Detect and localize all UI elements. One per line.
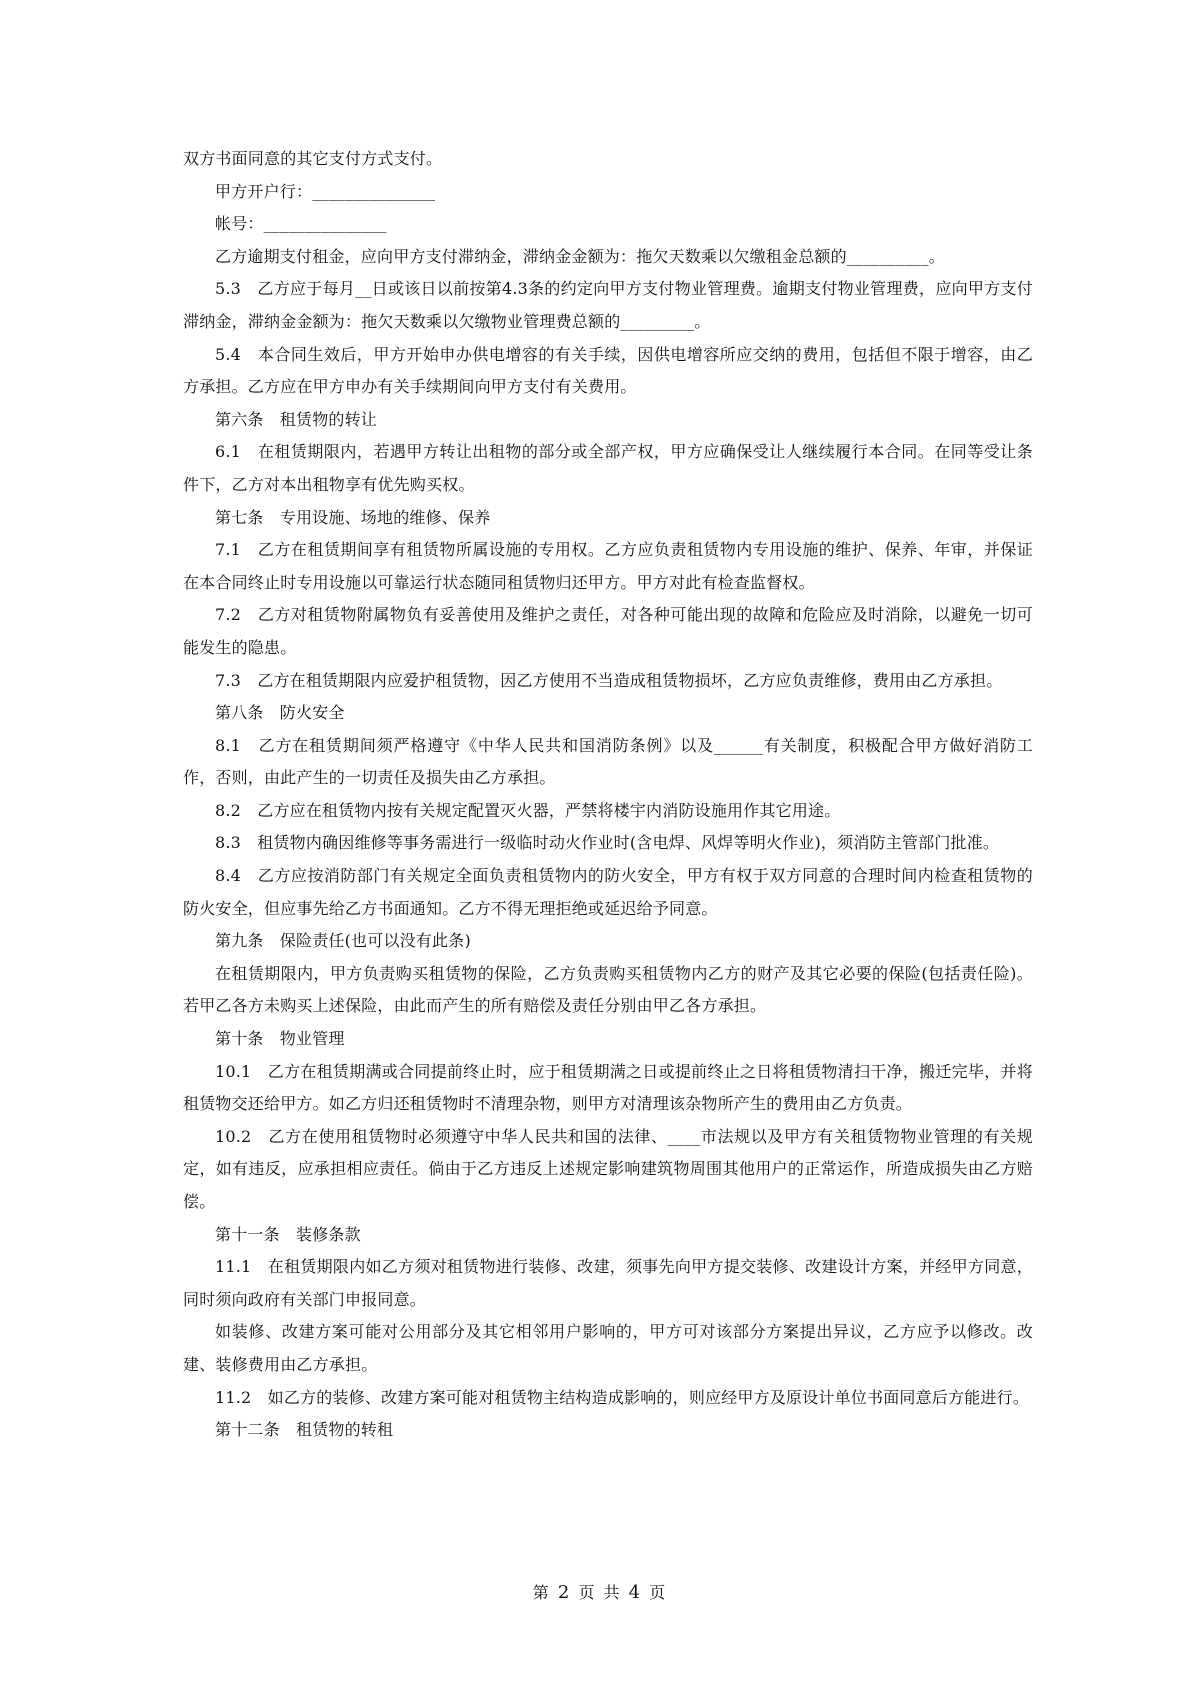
- article-10-heading: 第十条 物业管理: [215, 1029, 345, 1049]
- clause-8-2: 8.2 乙方应在租赁物内按有关规定配置灭火器，严禁将楼宇内消防设施用作其它用途。: [215, 800, 841, 820]
- article-11-heading: 第十一条 装修条款: [215, 1224, 361, 1244]
- article-7-heading: 第七条 专用设施、场地的维修、保养: [215, 507, 491, 527]
- article-6-heading: 第六条 租赁物的转让: [215, 409, 378, 429]
- paragraph-renovation-objection: 如装修、改建方案可能对公用部分及其它相邻用户影响的，甲方可对该部分方案提出异议，乙方应予以修改。改建、装修费用由乙方承担。: [183, 1322, 1033, 1374]
- clause-5-3: 5.3 乙方应于每月__日或该日以前按第4.3条的约定向甲方支付物业管理费。逾期支付物业管理费，应向甲方支付滞纳金，滞纳金金额为：拖欠天数乘以欠缴物业管理费总额的_________。: [183, 279, 1033, 331]
- clause-8-3: 8.3 租赁物内确因维修等事务需进行一级临时动火作业时(含电焊、风焊等明火作业)，须消防主管部门批准。: [215, 833, 1000, 853]
- article-8-heading: 第八条 防火安全: [215, 703, 345, 723]
- paragraph-insurance: 在租赁期限内，甲方负责购买租赁物的保险，乙方负责购买租赁物内乙方的财产及其它必要的保险(包括责任险)。若甲乙各方未购买上述保险，由此而产生的所有赔偿及责任分别由甲乙各方承担。: [183, 963, 1033, 1016]
- clause-5-4: 5.4 本合同生效后，甲方开始申办供电增容的有关手续，因供电增容所应交纳的费用，包括但不限于增容，由乙方承担。乙方应在甲方申办有关手续期间向甲方支付有关费用。: [183, 344, 1033, 397]
- clause-11-2: 11.2 如乙方的装修、改建方案可能对租赁物主结构造成影响的，则应经甲方及原设计单位书面同意后方能进行。: [215, 1387, 1030, 1407]
- clause-7-2: 7.2 乙方对租赁物附属物负有妥善使用及维护之责任，对各种可能出现的故障和危险应及时消除，以避免一切可能发生的隐患。: [183, 605, 1033, 657]
- footer-middle: 页 共: [578, 1583, 622, 1602]
- paragraph-late-rent: 乙方逾期支付租金，应向甲方支付滞纳金，滞纳金金额为：拖欠天数乘以欠缴租金总额的__________。: [215, 246, 946, 266]
- page-footer: [0, 1580, 1200, 1603]
- clause-10-1: 10.1 乙方在租赁期满或合同提前终止时，应于租赁期满之日或提前终止之日将租赁物清扫干净，搬迁完毕，并将租赁物交还给甲方。如乙方归还租赁物时不清理杂物，则甲方对清理该杂物所产生的费用由乙方负责。: [183, 1061, 1033, 1114]
- document-body: [183, 143, 1033, 1447]
- footer-prefix: 第: [532, 1583, 551, 1602]
- paragraph-bank: 甲方开户行：_______________: [215, 181, 436, 201]
- article-9-heading: 第九条 保险责任(也可以没有此条): [215, 931, 471, 951]
- clause-6-1: 6.1 在租赁期限内，若遇甲方转让出租物的部分或全部产权，甲方应确保受让人继续履行本合同。在同等受让条件下，乙方对本出租物享有优先购买权。: [183, 442, 1033, 494]
- article-12-heading: 第十二条 租赁物的转租: [215, 1420, 394, 1440]
- clause-8-4: 8.4 乙方应按消防部门有关规定全面负责租赁物内的防火安全，甲方有权于双方同意的合理时间内检查租赁物的防火安全，但应事先给乙方书面通知。乙方不得无理拒绝或延迟给予同意。: [183, 866, 1033, 918]
- clause-11-1: 11.1 在租赁期限内如乙方须对租赁物进行装修、改建，须事先向甲方提交装修、改建设计方案，并经甲方同意，同时须向政府有关部门申报同意。: [183, 1257, 1033, 1309]
- page-total: 4: [628, 1582, 643, 1603]
- clause-10-2: 10.2 乙方在使用租赁物时必须遵守中华人民共和国的法律、____市法规以及甲方有关租赁物物业管理的有关规定，如有违反，应承担相应责任。倘由于乙方违反上述规定影响建筑物周围其他用户的正常运作，所造成损失由乙方赔偿。: [183, 1126, 1033, 1211]
- paragraph-account: 帐号：_______________: [215, 214, 387, 234]
- page-number: 2: [557, 1582, 572, 1603]
- clause-7-3: 7.3 乙方在租赁期限内应爱护租赁物，因乙方使用不当造成租赁物损坏，乙方应负责维修，费用由乙方承担。: [215, 670, 1003, 690]
- clause-8-1: 8.1 乙方在租赁期间须严格遵守《中华人民共和国消防条例》以及______有关制度，积极配合甲方做好消防工作，否则，由此产生的一切责任及损失由乙方承担。: [183, 735, 1033, 788]
- clause-7-1: 7.1 乙方在租赁期间享有租赁物所属设施的专用权。乙方应负责租赁物内专用设施的维护、保养、年审，并保证在本合同终止时专用设施以可靠运行状态随同租赁物归还甲方。甲方对此有检查监督权。: [183, 540, 1033, 592]
- paragraph-payment-method: 双方书面同意的其它支付方式支付。: [183, 149, 443, 168]
- footer-suffix: 页: [649, 1583, 668, 1602]
